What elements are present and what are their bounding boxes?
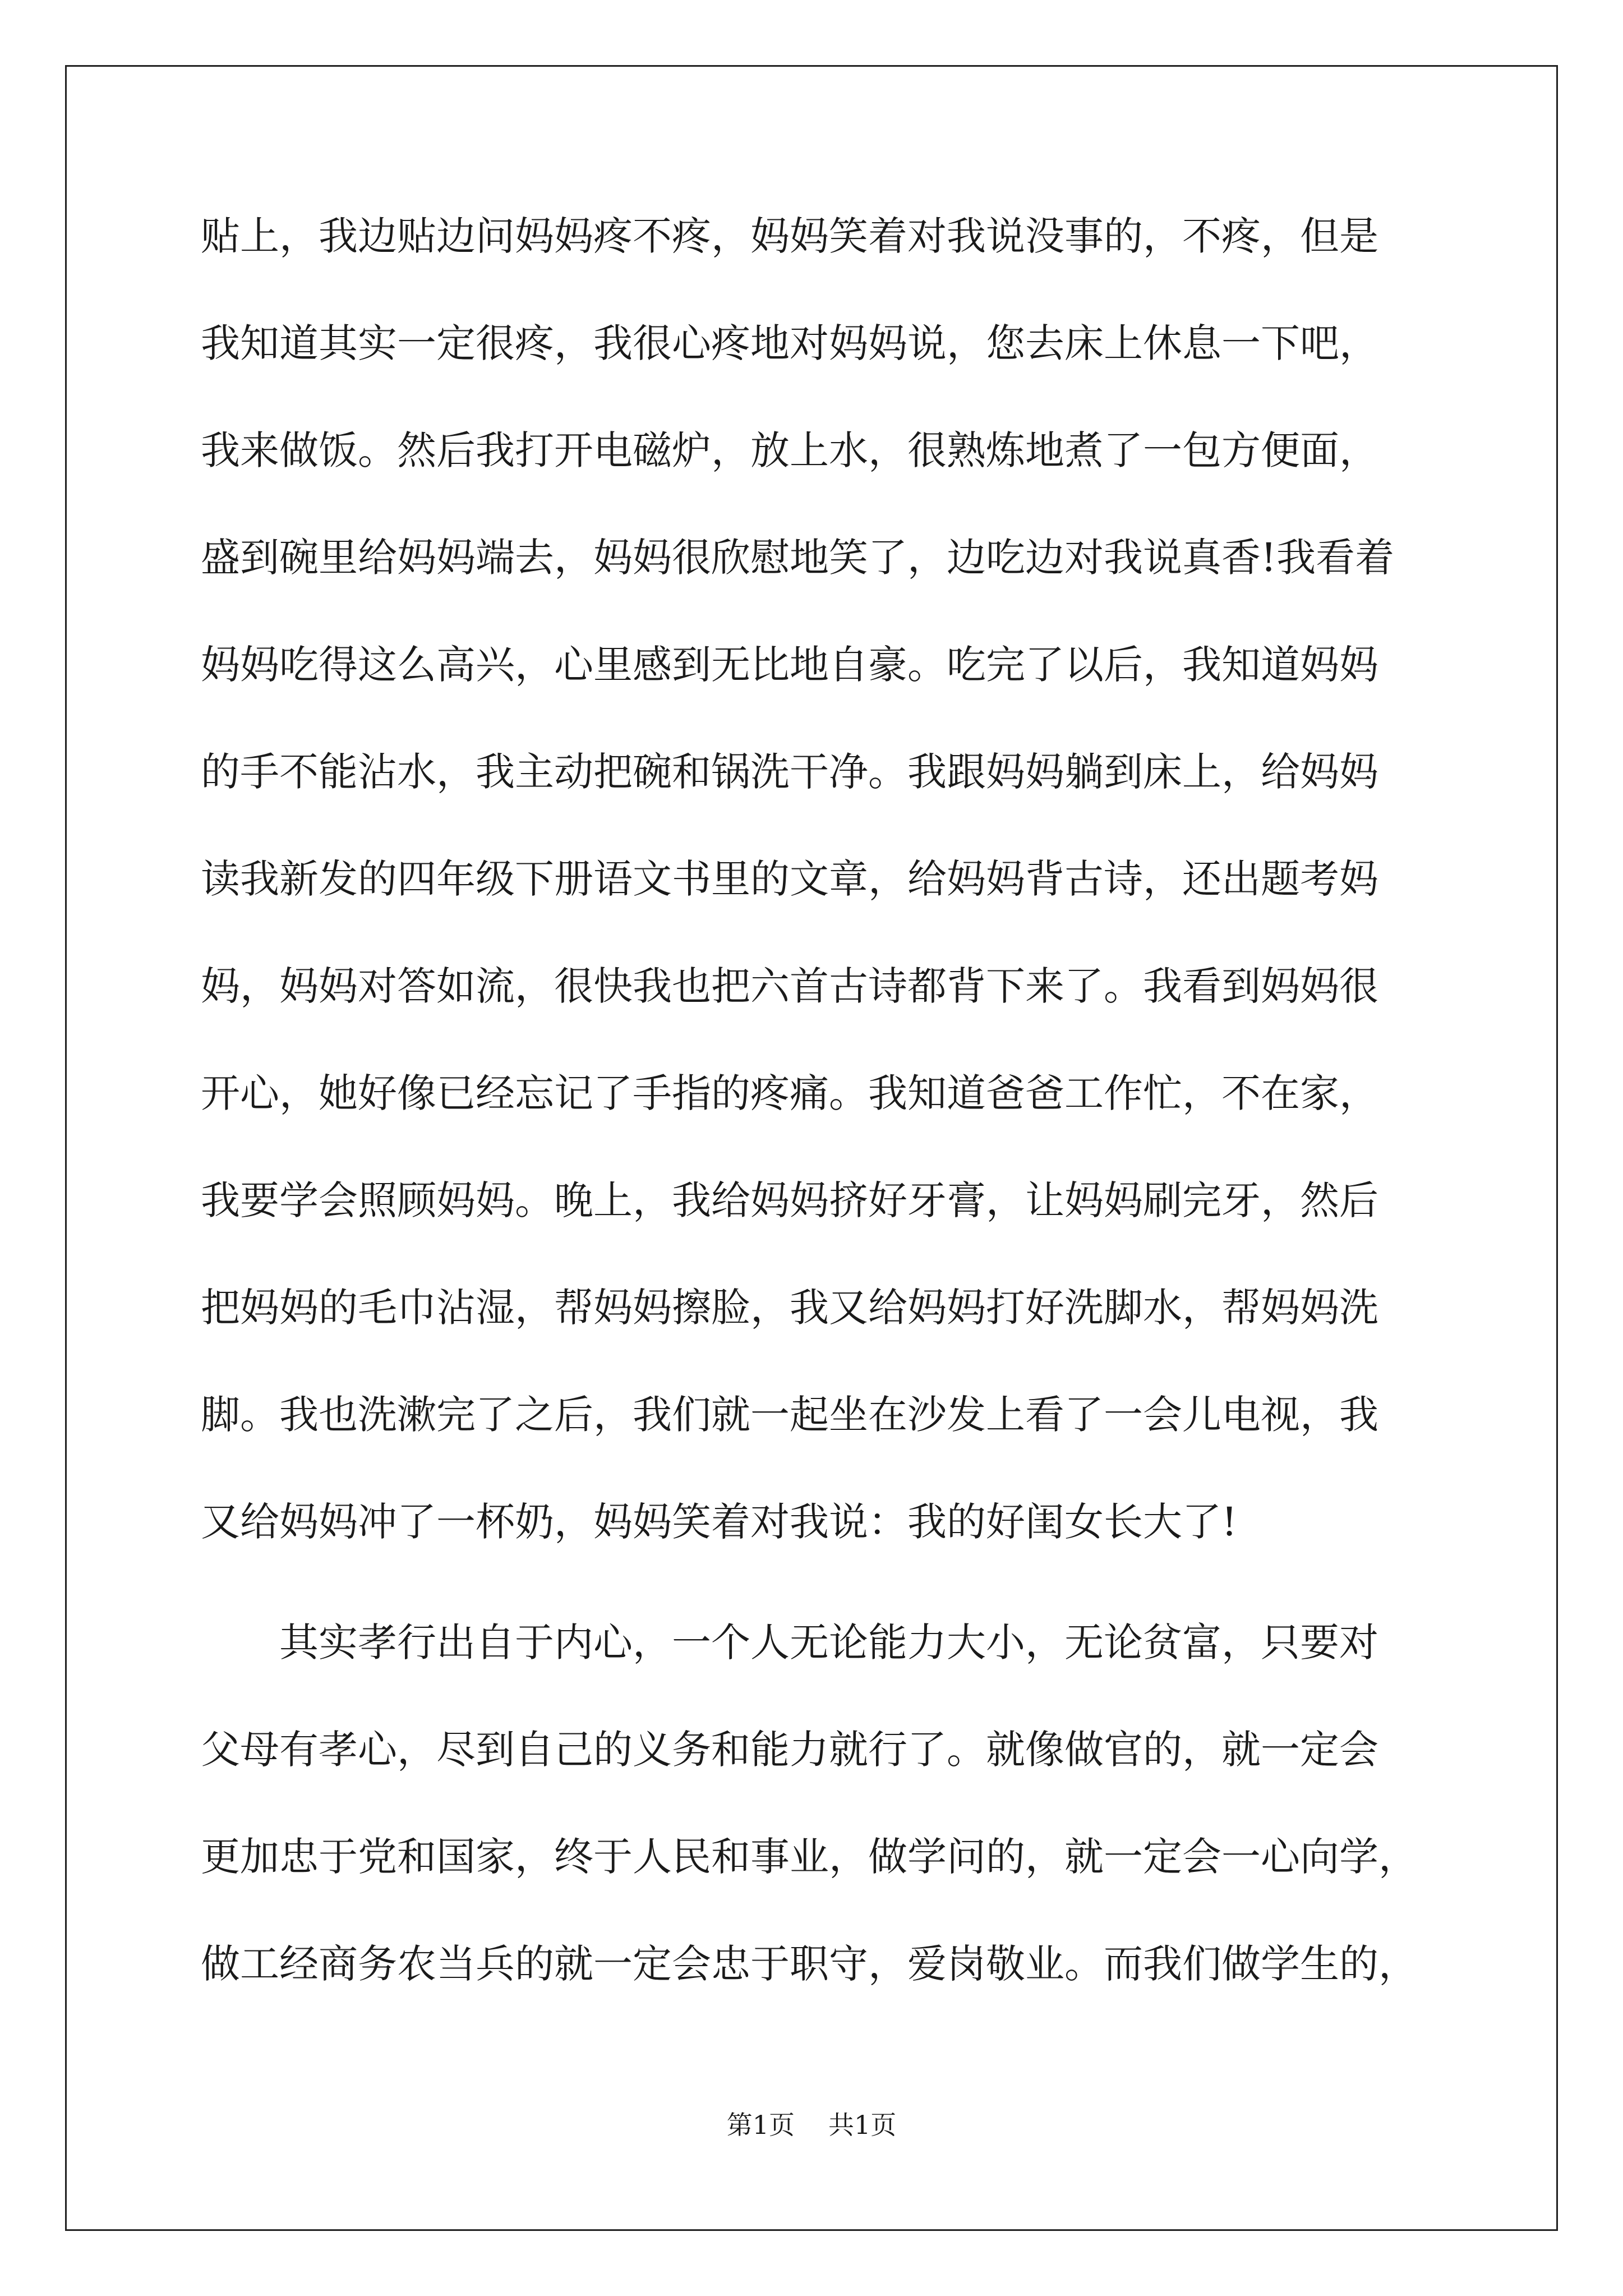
- paragraph: [201, 1619, 1466, 2051]
- text-line: 我要学会照顾妈妈。晚上，我给妈妈挤好牙膏，让妈妈刷完牙，然后: [201, 1177, 1378, 1223]
- text-line: 做工经商务农当兵的就一定会忠于职守，爱岗敬业。而我们做学生的，: [201, 1941, 1418, 1987]
- page-number-current: 第1页: [726, 2110, 795, 2140]
- text-line: 开心，她好像已经忘记了手指的疼痛。我知道爸爸工作忙，不在家，: [201, 1070, 1378, 1116]
- text-line: 妈妈吃得这么高兴，心里感到无比地自豪。吃完了以后，我知道妈妈: [201, 642, 1378, 688]
- text-line: 盛到碗里给妈妈端去，妈妈很欣慰地笑了，边吃边对我说真香!我看着: [201, 535, 1395, 581]
- text-line: 我来做饭。然后我打开电磁炉，放上水，很熟炼地煮了一包方便面，: [201, 427, 1378, 473]
- text-line-indented: 其实孝行出自于内心，一个人无论能力大小，无论贫富，只要对: [279, 1619, 1378, 1665]
- text-line: 读我新发的四年级下册语文书里的文章，给妈妈背古诗，还出题考妈: [201, 856, 1378, 902]
- text-line: 又给妈妈冲了一杯奶，妈妈笑着对我说：我的好闺女长大了!: [201, 1499, 1238, 1545]
- text-line: 脚。我也洗漱完了之后，我们就一起坐在沙发上看了一会儿电视，我: [201, 1392, 1378, 1438]
- text-line: 父母有孝心，尽到自己的义务和能力就行了。就像做官的，就一定会: [201, 1727, 1378, 1773]
- text-line: 的手不能沾水，我主动把碗和锅洗干净。我跟妈妈躺到床上，给妈妈: [201, 749, 1378, 795]
- text-line: 妈，妈妈对答如流，很快我也把六首古诗都背下来了。我看到妈妈很: [201, 963, 1378, 1009]
- text-line: 我知道其实一定很疼，我很心疼地对妈妈说，您去床上休息一下吧，: [201, 320, 1378, 366]
- document-body: [201, 213, 1466, 2051]
- text-line: 贴上，我边贴边问妈妈疼不疼，妈妈笑着对我说没事的，不疼，但是: [201, 213, 1378, 259]
- page-footer: [0, 2105, 1623, 2142]
- page-number-total: 共1页: [828, 2110, 897, 2140]
- text-line: 更加忠于党和国家，终于人民和事业，做学问的，就一定会一心向学，: [201, 1834, 1418, 1880]
- paragraph: [201, 213, 1466, 1609]
- text-line: 把妈妈的毛巾沾湿，帮妈妈擦脸，我又给妈妈打好洗脚水，帮妈妈洗: [201, 1285, 1378, 1331]
